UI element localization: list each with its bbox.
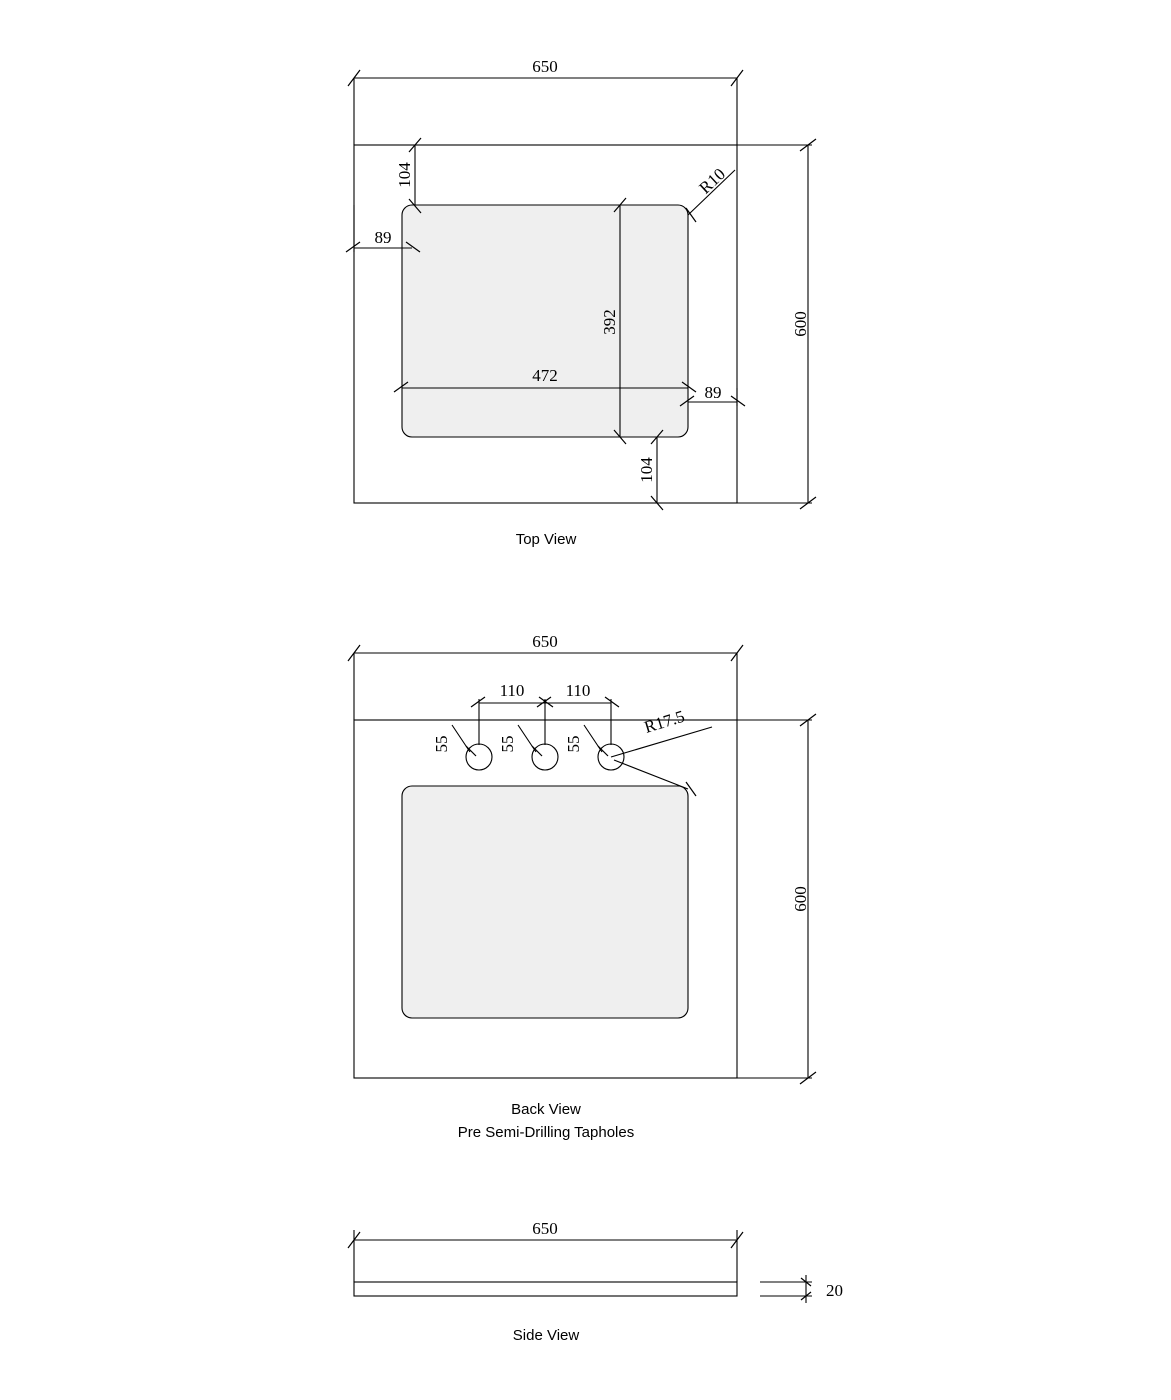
- dim-text-110-b: 110: [565, 681, 591, 700]
- side-view-caption: Side View: [512, 1327, 580, 1344]
- dim-text-r17-5: R17.5: [641, 706, 687, 737]
- side-view-group: [348, 1230, 812, 1303]
- dim-text-top-650: 650: [532, 57, 558, 76]
- side-view-slab: [354, 1282, 737, 1296]
- dim-text-r10: R10: [695, 164, 730, 198]
- dim-text-89-left: 89: [374, 228, 392, 247]
- dim-text-back-650: 650: [532, 632, 558, 651]
- dim-text-55-b: 55: [498, 735, 517, 753]
- dim-text-104-bottom: 104: [637, 457, 656, 483]
- back-view-caption-line2: Pre Semi-Drilling Tapholes: [457, 1124, 635, 1141]
- top-view-basin: [402, 205, 688, 437]
- top-view-group: [346, 70, 816, 510]
- dim-text-110-a: 110: [499, 681, 525, 700]
- dim-text-side-650: 650: [532, 1219, 558, 1238]
- dim-text-104-top: 104: [395, 162, 414, 188]
- dim-text-55-c: 55: [564, 735, 583, 753]
- dim-text-472: 472: [532, 366, 558, 385]
- dim-text-back-600: 600: [791, 886, 810, 912]
- back-view-group: [348, 645, 816, 1084]
- dim-text-20: 20: [826, 1281, 843, 1300]
- back-view-caption-line1: Back View: [511, 1101, 581, 1118]
- taphole-left: [466, 744, 492, 770]
- top-view-caption: Top View: [515, 531, 577, 548]
- dim-text-top-600: 600: [791, 311, 810, 337]
- dim-text-89-right: 89: [704, 383, 722, 402]
- taphole-center: [532, 744, 558, 770]
- back-view-basin: [402, 786, 688, 1018]
- dim-text-392: 392: [600, 309, 619, 335]
- dim-text-55-a: 55: [432, 735, 451, 753]
